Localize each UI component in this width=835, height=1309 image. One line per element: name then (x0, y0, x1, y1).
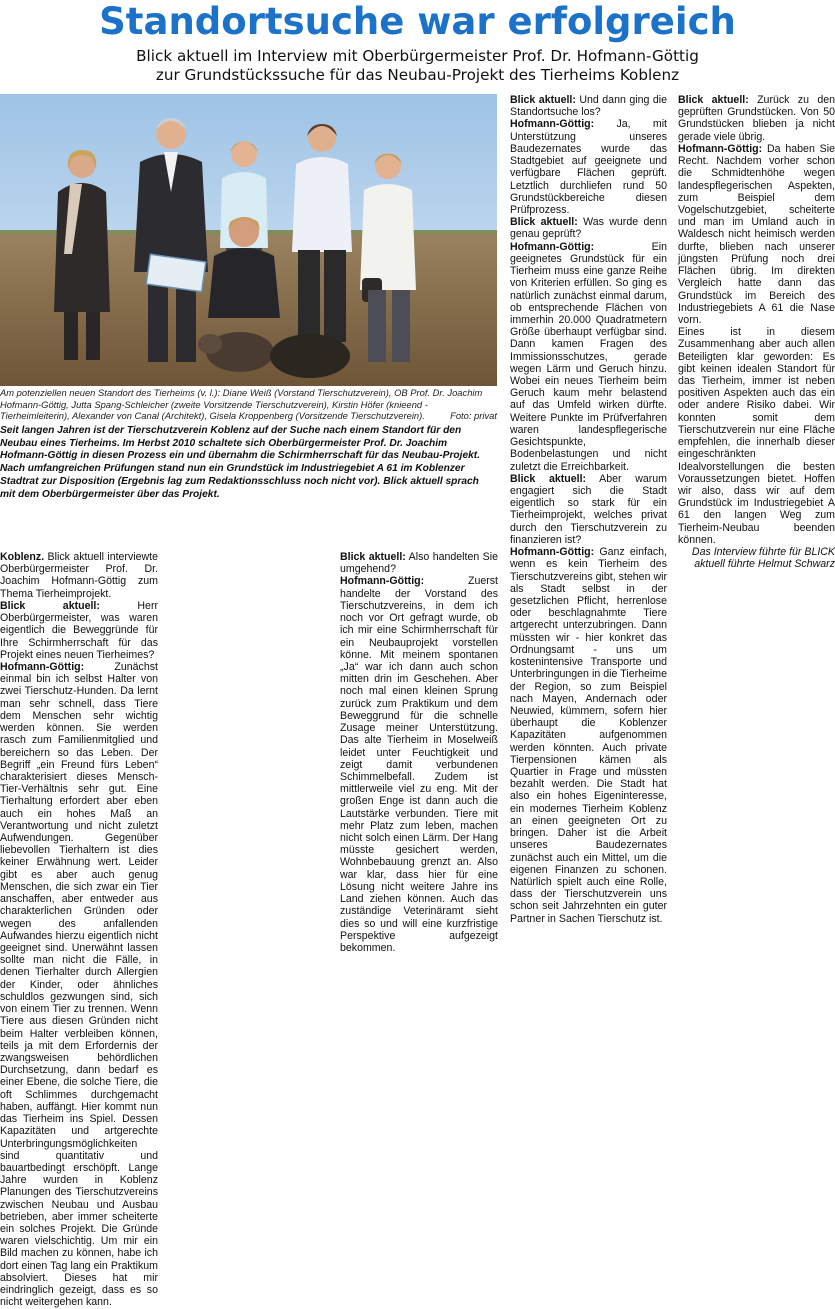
interviewer-signature: Das Interview führte für BLICK aktuell führte Helmut Schwarz (691, 546, 835, 571)
subheadline-line-1: Blick aktuell im Interview mit Oberbürgermeister Prof. Dr. Hofmann-Göttig (136, 47, 699, 65)
answer-3-text: Ja, mit Unterstützung unseres Baudezernates wurde das Stadtgebiet auf geeignete und verfügbare Flächen geprüft. Letztlich durchliefen rund 50 Grundstückbereiche diesen Prüfprozess. (510, 118, 667, 216)
question-2-label: Blick aktuell: (340, 551, 406, 563)
answer-4-text: Ein geeignetes Grundstück für ein Tierheim muss eine ganze Reihe von Kriterien erfüllen. So ging es natürlich zunächst einmal darum, ob entsprechende Flächen von immerhin 20.000 Quadratmetern Größe überhaupt verfügbar sind. Dann kamen Fragen des Immissionsschutzes, gerade wegen Lärm und Geruch hinzu. Wobei ein neues Tierheim beim Geruch kaum mehr belastend auf das Umfeld wirken dürfte. Weitere Punkte im Prüfverfahren waren landespflegerische Gesichtspunkte, Bodenbelastungen und nicht zuletzt die Erreichbarkeit. (510, 240, 667, 473)
question-5-text: Aber warum engagiert sich die Stadt eigentlich so stark für ein Tierheimprojekt, welches privat durch den Tierschutzverein zu finanzieren ist? (510, 472, 667, 546)
article-lead: Seit langen Jahren ist der Tierschutzverein Koblenz auf der Suche nach einem Standort für den Neubau eines Tierheims. Im Herbst 2010 schaltete sich Oberbürgermeister Prof. Dr. Joachim Hofmann-Göttig in diesen Prozess ein und übernahm die Schirmherrschaft für das Neubau-Projekt. Nach umfangreichen Prüfungen stand nun ein Grundstück im Industriegebiet A 61 im Koblenzer Stadtrat zur Disposition (Ergebnis lag zum Redaktionsschluss noch nicht vor). Blick aktuell sprach mit dem Oberbürgermeister über das Projekt. (0, 425, 481, 500)
closing-paragraph: Eines ist in diesem Zusammenhang aber auch allen Beteiligten klar geworden: Es gibt keinen idealen Standort für das Tierheim, immer ist neben positiven Aspekten auch das ein oder andere Risiko dabei. Wir konnten somit dem Tierschutzverein nur eine Fläche empfehlen, die innerhalb dieser eingeschränkten Idealvorstellungen die besten Voraussetzungen bietet. Hoffen wir also, dass wir auf dem Grundstück im Industriegebiet A 61 den langen Weg zum Tierheim-Neubau beenden können. (678, 326, 835, 546)
subheadline-line-2: zur Grundstückssuche für das Neubau-Projekt des Tierheims Koblenz (155, 66, 680, 84)
question-6-label: Blick aktuell: (678, 94, 749, 106)
question-1-label: Blick aktuell: (0, 599, 100, 612)
photo-caption-text: Am potenziellen neuen Standort des Tierheims (v. l.): Diane Weiß (Vorstand Tierschutzverein), OB Prof. Dr. Joachim Hofmann-Göttig, Jutta Spang-Schleicher (zweite Vorsitzende Tierschutzverein), Kirstin Höfer (knieend -Tierheimleiterin), Alexander von Canal (Architekt), Gisela Kroppenberg (Vorsitzende Tierschutzverein). (0, 387, 483, 422)
article-column-1 (0, 551, 158, 1309)
question-4-text: Was wurde denn genau geprüft? (510, 216, 668, 241)
answer-5-text: Ganz einfach, wenn es kein Tierheim des Tierschutzvereins gibt, stehen wir als Stadt selbst in der gesetzlichen Pflicht, herrenlose oder beschlagnahmte Tiere artgerecht unterzubringen. Dann müssten wir - hier konkret das Ordnungsamt - uns um kostenintensive Transporte und Unterbringungen in die Tierheime der Region, so zum Beispiel nach Mayen, Andernach oder Neuwied, kümmern, sofern hier überhaupt die Koblenzer Kapazitäten aufgenommen werden könnten. Auch private Tierpensionen kämen als Quartier in Frage und müssten bezahlt werden. Die Stadt hat also ein hohes Eigeninteresse, ein modernes Tierheim Koblenz an einen geeigneten Ort zu bringen. Daher ist die Arbeit unseres Baudezernates zunächst auch ein Mittel, um die eigenen Finanzen zu schonen. Natürlich spielt auch eine Rolle, dass der Tierschutzverein uns schon seit Jahrzehnten ein guter Partner in Sachen Tierschutz ist. (510, 546, 667, 925)
answer-2-label: Hofmann-Göttig: (340, 575, 425, 588)
question-1-text: Herr Oberbürgermeister, was waren eigentlich die Beweggründe für Ihre Schirmherrschaft für das Projekt eines neuen Tierheimes? (0, 599, 158, 661)
question-3-text: Und dann ging die Standortsuche los? (510, 94, 667, 119)
article-headline: Standortsuche war erfolgreich (99, 0, 736, 43)
question-4-label: Blick aktuell: (510, 216, 578, 229)
group-photo (0, 94, 497, 386)
answer-4 (510, 241, 667, 473)
article-column-3 (340, 551, 498, 954)
answer-1-label: Hofmann-Göttig: (0, 660, 85, 673)
question-3-label: Blick aktuell: (510, 94, 576, 106)
article-subheadline (0, 47, 835, 85)
answer-1 (0, 661, 158, 1309)
photo-credit: Foto: privat (450, 410, 497, 422)
question-5-label: Blick aktuell: (510, 472, 587, 485)
article-column-4 (510, 94, 668, 925)
answer-3 (510, 118, 667, 216)
answer-6-text: Da haben Sie Recht. Nachdem vorher schon die Schmidtenhöhe wegen landespflegerischen Aspekten, zum Beispiel dem Vogelschutzgebiet, scheiterte und man im Umland auch in Waldesch nicht heimisch werden durfte, blieben nach unserer jüngsten Prüfung noch drei Flächen übrig. Im direkten Vergleich hatte dann das Grundstück im Bereich des Industriegebiets A 61 die Nase vorn. (678, 142, 835, 326)
answer-5 (510, 546, 667, 925)
question-1 (0, 600, 158, 661)
article-column-5 (678, 94, 835, 853)
answer-6 (678, 143, 835, 326)
answer-1-text: Zunächst einmal bin ich selbst Halter von zwei Tierschutz-Hunden. Da lernt man sehr schnell, dass Tiere dem Menschen sehr wichtig werden können. Sie werden rasch zum Familienmitglied und bereichern so das Leben. Der Begriff „ein Freund fürs Leben“ charakterisiert dieses Mensch-Tier-Verhältnis sehr gut. Eine Tierhaltung erfordert aber eben auch ein hohes Maß an Verantwortung und nicht zuletzt Aufwendungen. Gegenüber liebevollen Tierhaltern ist dies keiner Erwähnung wert. Leider gibt es aber auch genug Menschen, die sich zwar ein Tier anschaffen, aber entweder aus charakterlichen Gründen oder wegen des anfallenden Aufwandes hierzu eigentlich nicht geeignet sind. Unerwähnt lassen sollte man nicht die Fälle, in denen Tierhalter durch Allergien der Kinder, oder ähnliches schuldlos gezwungen sind, sich von einem Tier zu trennen. Wenn Tiere aus diesen Gründen nicht beim Halter verbleiben können, teils ja mit dem Erfordernis der zwangsweisen behördlichen Durchsetzung, dann bedarf es einer Ebene, die solche Tiere, die oft Schlimmes durchgemacht haben, auffängt. Hier kommt nun das Tierheim ins Spiel. Dessen Kapazitäten und artgerechte Unterbringungsmöglichkeiten sind quantitativ und bauartbedingt erschöpft. Lange Jahre wurden in Koblenz Planungen des Tierschutzvereins zwischen Neubau und Ausbau betrieben, aber immer scheiterte ein solches Projekt. Die Gründe waren vielschichtig. Um mir ein Bild machen zu können, habe ich dort einen Tag lang ein Praktikum absolviert. Dieses hat mir eindringlich gezeigt, dass es so nicht weitergehen kann. (0, 660, 158, 1309)
question-5 (510, 473, 667, 546)
dateline: Koblenz. (0, 551, 45, 563)
question-6 (678, 94, 835, 143)
question-4 (510, 216, 667, 240)
question-6-text: Zurück zu den geprüften Grundstücken. Von 50 Grundstücken blieben ja nicht gerade viele übrig. (678, 94, 835, 143)
question-3 (510, 94, 667, 118)
answer-5-label: Hofmann-Göttig: (510, 546, 595, 559)
article-column-2 (170, 551, 328, 853)
intro-paragraph (0, 551, 158, 600)
intro-text: Blick aktuell interviewte Oberbürgermeister Prof. Dr. Joachim Hofmann-Göttig zum Thema Tierheimprojekt. (0, 551, 158, 600)
answer-3-label: Hofmann-Göttig: (510, 118, 595, 131)
answer-2 (340, 575, 498, 954)
question-2 (340, 551, 498, 575)
answer-4-label: Hofmann-Göttig: (510, 240, 595, 253)
answer-6-label: Hofmann-Göttig: (678, 142, 763, 155)
answer-2-text: Zuerst handelte der Vorstand des Tierschutzvereins, in dem ich noch vor Ort gefragt wurde, ob ich mir eine Schirmherrschaft für ein Neubauprojekt vorstellen könne. Mit meinem spontanen „Ja“ war ich dann auch schon mitten drin im Geschehen. Aber noch mal einen kleinen Sprung zurück zum Praktikum und dem Beweggrund für die schnelle Zusage meiner Unterstützung. Das alte Tierheim in Moselweiß leidet unter Feuchtigkeit und zeigt damit verbundenen Schimmelbefall. Zudem ist mittlerweile viel zu eng. Mit der großen Enge ist dann auch die Lautstärke verbunden. Tiere mit mehr Platz zum leben, machen nicht solch einen Lärm. Der Hang müsste gesichert werden, Wohnbebauung grenzt an. Also war klar, dass hier für eine Lösung nicht weitere Jahre ins Land ziehen können. Auch das zuständige Veterinäramt sieht dies so und will eine kurzfristige Perspektive aufgezeigt bekommen. (340, 575, 498, 954)
photo-caption (0, 387, 497, 422)
question-2-text: Also handelten Sie umgehend? (340, 551, 498, 576)
